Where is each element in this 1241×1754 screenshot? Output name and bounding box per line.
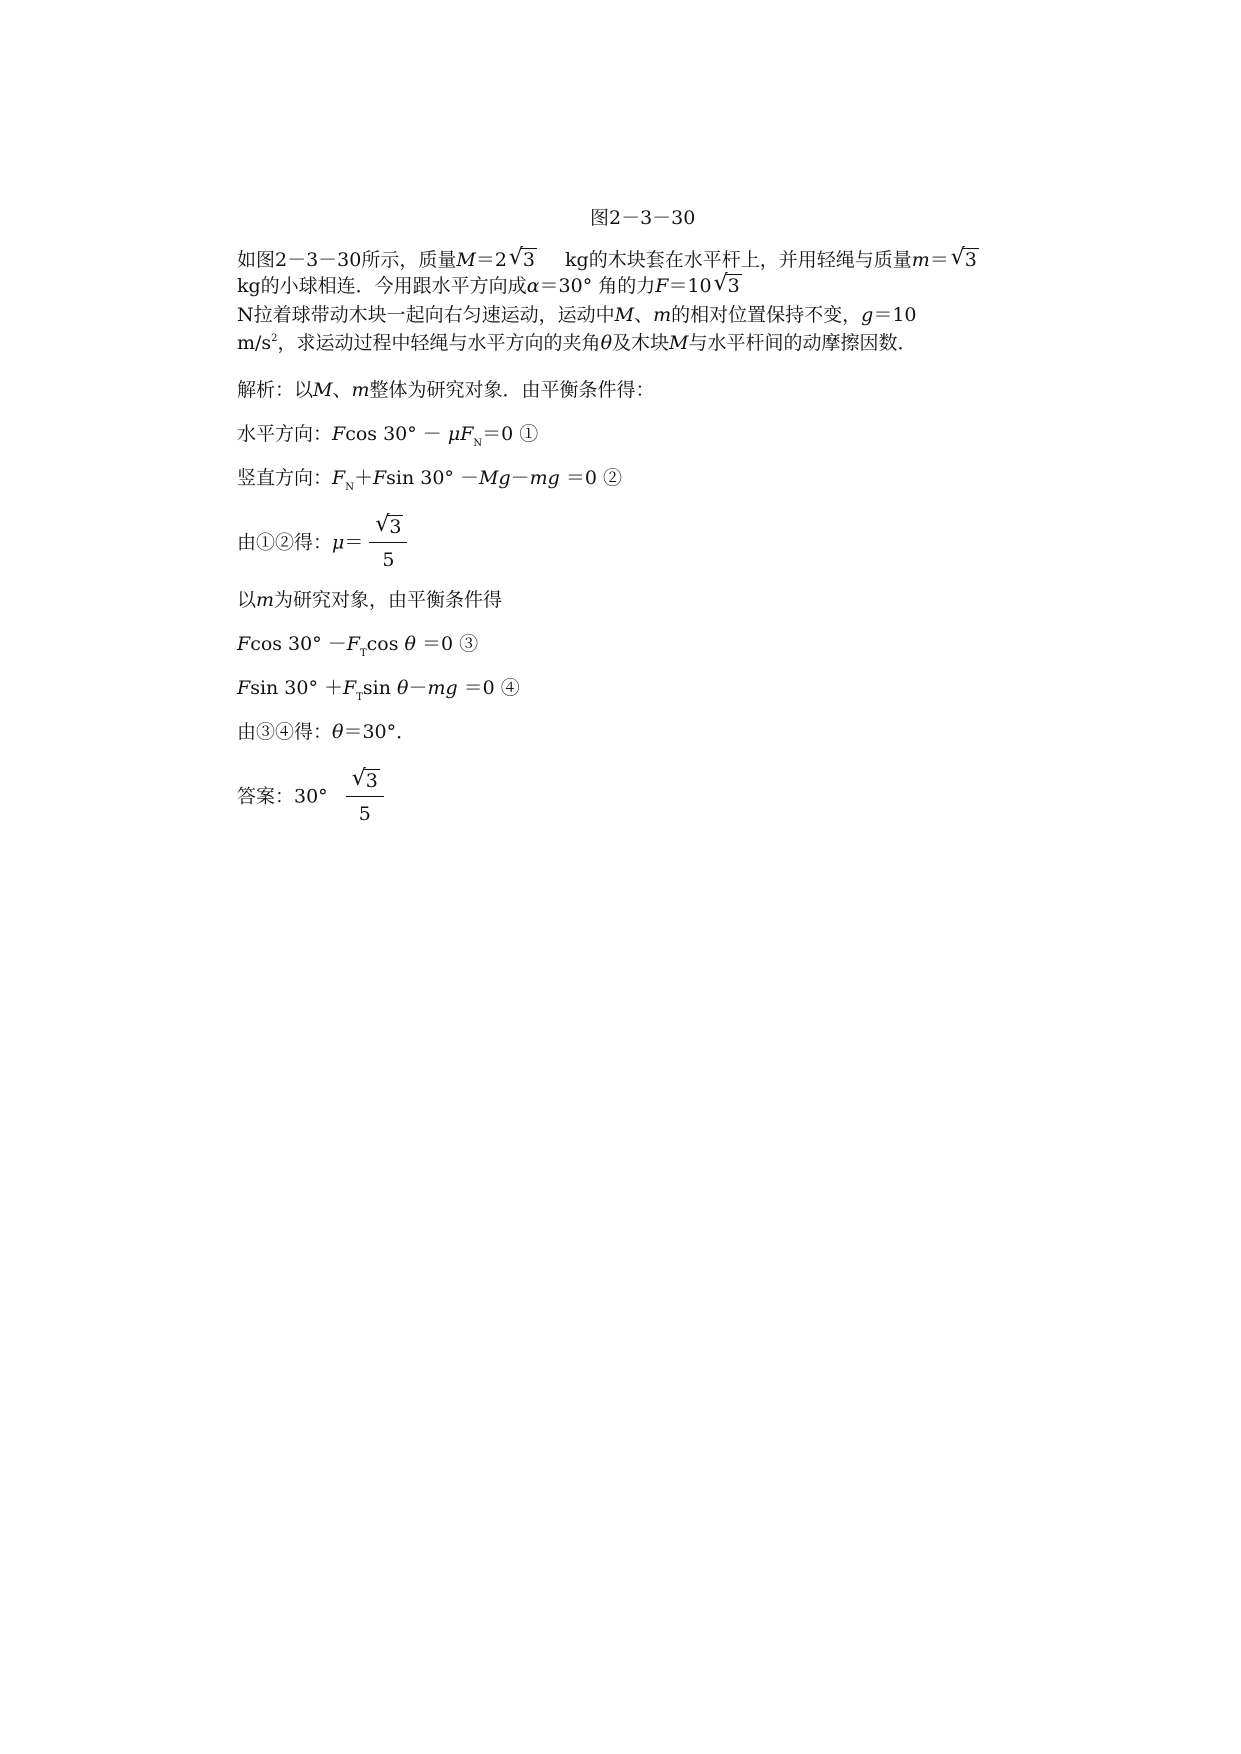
problem-line-4: $m/s^2$，求运动过程中轻绳与水平方向的夹角θ及木块M与水平杆间的动摩擦因数． (237, 332, 917, 354)
solution-line-4: 由①②得：μ＝ √ 3 5 (237, 512, 407, 575)
fraction: √ 3 5 (346, 766, 384, 829)
problem-line-2: kg的小球相连．今用跟水平方向成α＝30° 角的力F＝10 √ 3 (237, 271, 740, 297)
fraction: √ 3 5 (369, 512, 407, 575)
solution-line-2: 水平方向：Fcos $30^\circ - \mu F_N=0$ ① (237, 423, 539, 449)
sqrt-expression: √ 3 (713, 271, 740, 297)
sqrt-expression: √ 3 (950, 245, 977, 271)
answer-line: 答案：30° √ 3 5 (237, 766, 384, 829)
sqrt-expression: √ 3 (508, 245, 536, 271)
solution-line-3: 竖直方向：$F_N+Fsin$ 30° －Mg－mg ＝0 ② (237, 467, 622, 493)
figure-caption: 图2－3－30 (590, 207, 696, 229)
solution-line-6: Fcos $30^\circ -F_T\cos$ θ ＝0 ③ (237, 633, 479, 659)
solution-line-1: 解析：以M、m整体为研究对象．由平衡条件得： (237, 379, 655, 401)
solution-line-8: 由③④得：θ＝30°． (237, 721, 416, 743)
solution-line-5: 以m为研究对象，由平衡条件得 (237, 589, 503, 611)
solution-line-7: Fsin $30^\circ +F_T\sin$ θ－mg ＝0 ④ (237, 677, 520, 703)
problem-line-1: 如图2－3－30所示，质量M＝2 √ 3 kg的木块套在水平杆上，并用轻绳与质量m＝ √ 3 (237, 245, 977, 271)
problem-line-3: N拉着球带动木块一起向右匀速运动，运动中M、m的相对位置保持不变，g＝10 (237, 304, 917, 326)
